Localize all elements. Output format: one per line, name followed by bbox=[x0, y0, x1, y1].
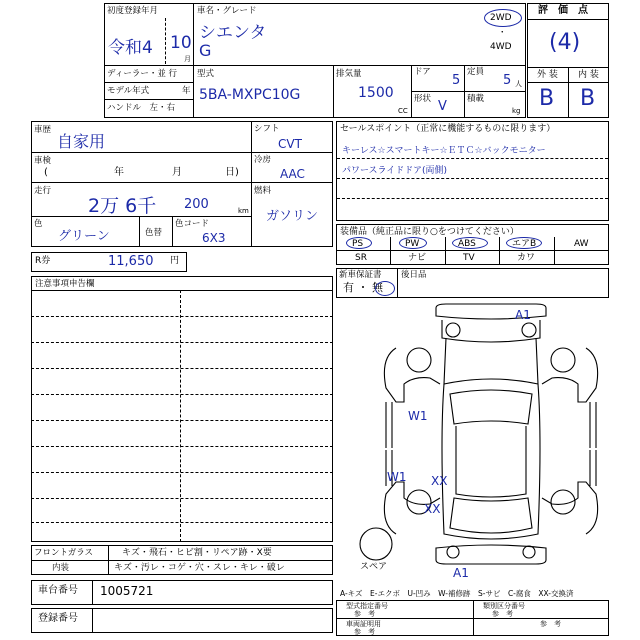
capacity-label: 定員 bbox=[467, 67, 485, 77]
dealer-label: ディーラー・並 行 bbox=[107, 69, 178, 79]
warranty-label: 新車保証書 bbox=[339, 270, 382, 280]
first-reg-label: 初度登録年月 bbox=[107, 6, 159, 16]
ref-label-3: 参 考 bbox=[354, 628, 375, 636]
mark-w1-upper: W1 bbox=[408, 409, 428, 423]
interior-value: B bbox=[580, 86, 596, 111]
inspection-day-unit: 日) bbox=[225, 167, 239, 178]
history-value: 自家用 bbox=[57, 132, 106, 151]
person-unit: 人 bbox=[515, 80, 522, 88]
type-designation-label: 型式指定番号 bbox=[346, 602, 388, 610]
cc-unit: CC bbox=[398, 107, 408, 115]
color-label: 色 bbox=[34, 219, 43, 229]
interior-cond-label: 内装 bbox=[52, 563, 70, 573]
displacement-value: 1500 bbox=[358, 85, 394, 101]
front-glass-label: フロントガラス bbox=[34, 548, 93, 558]
category-label: 類別区分番号 bbox=[483, 602, 525, 610]
header-block bbox=[104, 3, 526, 118]
sales-points-line2: パワースライドドア(両側) bbox=[342, 166, 448, 176]
first-reg-month: 10 bbox=[170, 33, 192, 53]
equip-pw-circle bbox=[399, 237, 427, 249]
drive-2wd: 2WD bbox=[490, 13, 512, 23]
shape-value: V bbox=[438, 99, 447, 114]
ac-label: 冷房 bbox=[254, 155, 272, 165]
drive-4wd: 4WD bbox=[490, 42, 512, 52]
model-year-label: モデル年式 bbox=[107, 86, 150, 96]
mileage-label: 走行 bbox=[34, 186, 52, 196]
inspection-paren: ( bbox=[44, 167, 48, 178]
car-diagram bbox=[336, 298, 609, 584]
sales-points-line1: キーレス☆スマートキー☆ＥＴＣ☆バックモニター bbox=[342, 146, 546, 156]
equip-tv: TV bbox=[463, 253, 475, 263]
car-name-label: 車名・グレード bbox=[197, 6, 257, 16]
mark-a1-bottom: A1 bbox=[453, 566, 469, 580]
ref-label-4: 参 考 bbox=[540, 620, 561, 628]
chassis-label: 車台番号 bbox=[38, 585, 78, 596]
km-unit: km bbox=[238, 207, 249, 215]
notes-label: 注意事項申告欄 bbox=[35, 279, 95, 289]
mark-xx-upper: XX bbox=[431, 474, 448, 488]
legend-text: A-キズ E-エクボ U-凹み W-補修跡 S-サビ C-腐食 XX-交換済 bbox=[340, 589, 574, 598]
color-code-value: 6X3 bbox=[202, 231, 226, 245]
car-name: シエンタ bbox=[199, 23, 267, 43]
door-value: 5 bbox=[452, 73, 461, 88]
recycle-unit: 円 bbox=[170, 256, 180, 266]
ref-label-1: 参 考 bbox=[354, 610, 375, 618]
inspection-label: 車検 bbox=[34, 156, 52, 166]
fuel-value: ガソリン bbox=[266, 209, 319, 224]
recycle-label: R券 bbox=[35, 256, 51, 266]
rear-item-label: 後日品 bbox=[401, 270, 427, 280]
warranty-circle bbox=[375, 281, 395, 296]
equipment-label: 装備品（純正品に限り○をつけてください） bbox=[340, 227, 519, 237]
load-label: 積載 bbox=[467, 94, 485, 104]
equip-ps: PS bbox=[352, 239, 364, 249]
equip-sr: SR bbox=[355, 253, 367, 263]
drive-dot: ・ bbox=[498, 28, 507, 38]
equip-abs-circle bbox=[452, 237, 488, 249]
mark-xx-lower: XX bbox=[424, 502, 441, 516]
mileage-extra: 200 bbox=[184, 197, 209, 212]
history-label: 車歴 bbox=[34, 125, 52, 135]
inspection-year-unit: 年 bbox=[114, 167, 124, 178]
mark-w1-lower: W1 bbox=[387, 470, 407, 484]
mark-a1-top: A1 bbox=[515, 308, 531, 322]
equip-aw: AW bbox=[574, 239, 589, 249]
type-value: 5BA-MXPC10G bbox=[199, 87, 301, 103]
interior-cond-text: キズ・汚レ・コゲ・穴・スレ・キレ・破レ bbox=[114, 563, 285, 573]
grade: G bbox=[199, 41, 212, 60]
shift-value: CVT bbox=[278, 137, 302, 151]
month-unit: 月 bbox=[184, 55, 191, 63]
equip-navi: ナビ bbox=[408, 253, 427, 263]
front-glass-text: キズ・飛石・ヒビ割・リペア跡・X要 bbox=[122, 548, 272, 558]
capacity-value: 5 bbox=[503, 73, 512, 88]
fuel-label: 燃料 bbox=[254, 186, 272, 196]
equip-pw: PW bbox=[405, 239, 420, 249]
shift-label: シフト bbox=[254, 124, 280, 134]
ref-label-2: 参 考 bbox=[492, 610, 513, 618]
exterior-label: 外 装 bbox=[537, 70, 558, 80]
rating-score: (4) bbox=[549, 30, 581, 55]
shape-label: 形状 bbox=[414, 94, 432, 104]
door-label: ドア bbox=[414, 67, 431, 77]
equip-leather: カワ bbox=[517, 253, 536, 263]
type-label: 型式 bbox=[197, 69, 215, 79]
color-code-label: 色コード bbox=[175, 219, 210, 229]
recycle-value: 11,650 bbox=[108, 254, 154, 269]
interior-label: 内 装 bbox=[578, 70, 599, 80]
color-change-label: 色替 bbox=[145, 228, 163, 238]
ac-value: AAC bbox=[280, 167, 305, 181]
displacement-label: 排気量 bbox=[336, 69, 362, 79]
equip-airbag-circle bbox=[506, 237, 542, 249]
inspection-month-unit: 月 bbox=[172, 167, 182, 178]
mileage-value: 2万 6千 bbox=[88, 195, 157, 217]
chassis-value: 1005721 bbox=[100, 584, 154, 598]
equip-airbag: エアB bbox=[512, 239, 537, 249]
color-value: グリーン bbox=[58, 229, 110, 244]
equip-ps-circle bbox=[346, 237, 372, 249]
rating-label: 評 価 点 bbox=[538, 5, 588, 16]
handle-label: ハンドル 左・右 bbox=[107, 103, 176, 113]
cert-number-label: 車両証明用 bbox=[346, 620, 381, 628]
reg-number-label: 登録番号 bbox=[38, 613, 78, 624]
model-year-unit: 年 bbox=[182, 86, 191, 96]
equip-abs: ABS bbox=[458, 239, 476, 249]
warranty-value: 有 ・ 無 bbox=[343, 281, 383, 294]
exterior-value: B bbox=[539, 86, 555, 111]
spare-label: スペア bbox=[360, 562, 388, 572]
first-reg-era: 令和4 bbox=[108, 38, 153, 58]
kg-unit: kg bbox=[512, 107, 521, 115]
sales-points-label: セールスポイント（正常に機能するものに限ります） bbox=[340, 124, 556, 134]
